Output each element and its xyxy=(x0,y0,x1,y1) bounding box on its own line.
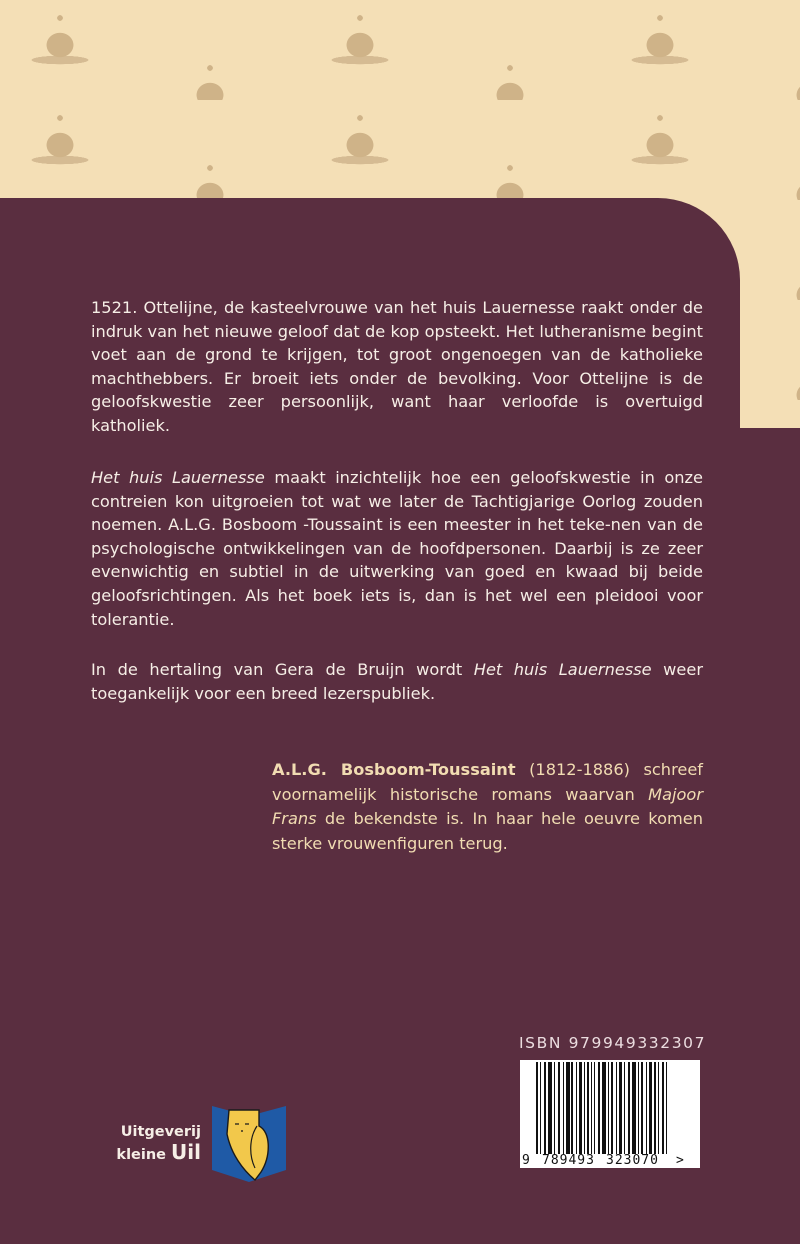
blurb-paragraph-1 xyxy=(91,296,703,438)
author-bio xyxy=(272,758,703,856)
owl-book-icon xyxy=(209,1098,289,1183)
blurb-text: maakt inzichtelijk hoe een geloofskwestie in onze contreien kon uitgroeien tot wat we later de Tachtigjarige Oorlog zouden noemen. A.L.G. Bosboom -Toussaint is een meester in het teke-nen van de psychologische ontwikkelingen van de hoofdpersonen. Daarbij is ze zeer evenwichtig en subtiel in de uitwerking van goed en kwaad bij beide geloofsrichtingen. Als het boek iets is, dan is het wel een pleidooi voor tolerantie. xyxy=(91,468,704,629)
barcode-digits: 9 789493 323070 > xyxy=(520,1154,700,1168)
bio-text: (1812-1886) schreef voornamelijk historische romans waarvan xyxy=(272,760,703,804)
publisher-name xyxy=(95,1123,201,1166)
isbn-label: ISBN 979949332307 xyxy=(519,1034,707,1052)
book-title-italic: Het huis Lauernesse xyxy=(473,660,652,679)
barcode-bars xyxy=(536,1062,686,1157)
author-name: A.L.G. Bosboom-Toussaint xyxy=(272,760,516,779)
blurb-text: In de hertaling van Gera de Bruijn wordt xyxy=(91,660,474,679)
publisher-line1: Uitgeverij xyxy=(120,1124,201,1140)
barcode xyxy=(520,1060,700,1168)
work-title-italic: Majoor Frans xyxy=(272,784,703,828)
blurb-paragraph-3 xyxy=(91,658,703,705)
blurb-paragraph-2 xyxy=(91,466,703,631)
bio-text: de bekendste is. In haar hele oeuvre komen sterke vrouwenfiguren terug. xyxy=(272,809,703,853)
blurb-text: 1521. Ottelijne, de kasteelvrouwe van het huis Lauernesse raakt onder de indruk van het nieuwe geloof dat de kop opsteekt. Het lutheranisme begint voet aan de grond te krijgen, tot groot ongenoegen van de katholieke machthebbers. Er broeit iets onder de bevolking. Voor Ottelijne is de geloofskwestie zeer persoonlijk, want haar verloofde is overtuigd katholiek. xyxy=(91,298,703,435)
blurb-text: weer toegankelijk voor een breed lezerspubliek. xyxy=(91,660,703,703)
publisher-line2a: kleine xyxy=(116,1147,172,1163)
book-title-italic: Het huis Lauernesse xyxy=(91,468,265,487)
publisher-line2b: Uil xyxy=(171,1140,201,1164)
